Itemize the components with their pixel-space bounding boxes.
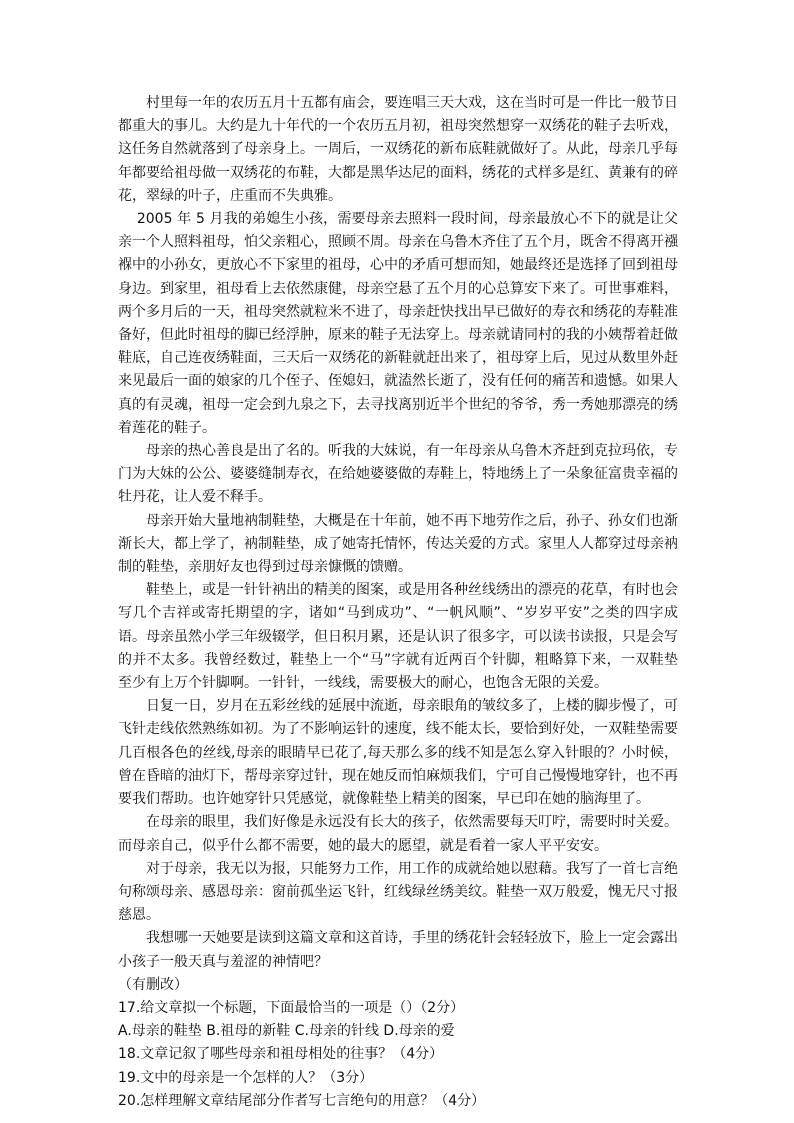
paragraph-grandmother-passing: 2005 年 5 月我的弟媳生小孩，需要母亲去照料一段时间，母亲最放心不下的就是让父亲一个人照料祖母，怕父亲粗心，照顾不周。母亲在乌鲁木齐住了五个月，既舍不得离开襁褓中的小孙女，更放心不下家里的祖母，心中的矛盾可想而知，她最终还是选择了回到祖母身边。到家里，祖母看上去依然康健，母亲空悬了五个月的心总算安下来了。可世事难料，两个多月后的一天，祖母突然就粒米不进了，母亲赶快找出早已做好的寿衣和绣花的寿鞋准备好，但此时祖母的脚已经浮肿，原来的鞋子无法穿上。母亲就请同村的我的小姨帮着赶做鞋底，自己连夜绣鞋面，三天后一双绣花的新鞋就赶出来了，祖母穿上后，见过从数里外赶来见最后一面的娘家的几个侄子、侄媳妇，就溘然长逝了，没有任何的痛苦和遗憾。如果人真的有灵魂，祖母一定会到九泉之下，去寻找离别近半个世纪的爷爷，秀一秀她那漂亮的绣着莲花的鞋子。 xyxy=(118,211,678,436)
paragraph-kind-hearted: 母亲的热心善良是出了名的。听我的大妹说，有一年母亲从乌鲁木齐赶到克拉玛依，专门为大妹的公公、婆婆缝制寿衣，在给她婆婆做的寿鞋上，特地绣上了一朵象征富贵幸福的牡丹花，让人爱不释手。 xyxy=(118,443,678,506)
document-page xyxy=(118,92,678,1113)
question-19: 19.文中的母亲是一个怎样的人？（3分） xyxy=(118,1069,374,1086)
question-18: 18.文章记叙了哪些母亲和祖母相处的往事？（4分） xyxy=(118,1046,444,1063)
paragraph-ending: 我想哪一天她要是读到这篇文章和这首诗，手里的绣花针会轻轻放下，脸上一定会露出小孩子一般天真与羞涩的神情吧？ xyxy=(118,930,678,970)
question-17: 17.给文章拟一个标题，下面最恰当的一项是（）（2分） xyxy=(118,999,465,1016)
paragraph-insoles-start: 母亲开始大量地衲制鞋垫，大概是在十年前，她不再下地劳作之后，孙子、孙女们也渐渐长大，都上学了，衲制鞋垫，成了她寄托情怀，传达关爱的方式。家里人人都穿过母亲衲制的鞋垫，亲朋好友也得到过母亲慷慨的馈赠。 xyxy=(118,512,678,576)
paragraph-threading-needle: 日复一日，岁月在五彩丝线的延展中流逝，母亲眼角的皱纹多了，上楼的脚步慢了，可飞针走线依然熟练如初。为了不影响运针的速度，线不能太长，要恰到好处，一双鞋垫需要几百根各色的丝线,母亲的眼睛早已花了,每天那么多的线不知是怎么穿入针眼的？小时候，曾在昏暗的油灯下，帮母亲穿过针，现在她反而怕麻烦我们，宁可自己慢慢地穿针，也不再要我们帮助。也许她穿针只凭感觉，就像鞋垫上精美的图案，早已印在她的脑海里了。 xyxy=(118,698,678,808)
paragraph-temple-fair: 村里每一年的农历五月十五都有庙会，要连唱三天大戏，这在当时可是一件比一般节日都重大的事儿。大约是九十年代的一个农历五月初，祖母突然想穿一双绣花的鞋子去听戏，这任务自然就落到了母亲身上。一周后，一双绣花的新布底鞋就做好了。从此，母亲几乎每年都要给祖母做一双绣花的布鞋，大都是黑华达尼的面料，绣花的式样多是红、黄兼有的碎花，翠绿的叶子，庄重而不失典雅。 xyxy=(118,95,678,204)
question-17-options: A.母亲的鞋垫 B.祖母的新鞋 C.母亲的针线 D.母亲的爱 xyxy=(118,1023,455,1040)
paragraph-insole-patterns: 鞋垫上，或是一针针衲出的精美的图案，或是用各种丝线绣出的漂亮的花草，有时也会写几个吉祥或寄托期望的字，诸如“马到成功”、“一帆风顺”、“岁岁平安”之类的四字成语。母亲虽然小学三年级辍学，但日积月累，还是认识了很多字，可以读书读报，只是会写的并不太多。我曾经数过，鞋垫上一个“马”字就有近两百个针脚，粗略算下来，一双鞋垫至少有上万个针脚啊。一针针，一线线，需要极大的耐心，也饱含无限的关爱。 xyxy=(118,582,678,692)
paragraph-poem: 对于母亲，我无以为报，只能努力工作，用工作的成就给她以慰藉。我写了一首七言绝句称颂母亲、感恩母亲：窗前孤坐运飞针，红线绿丝绣美纹。鞋垫一双万般爱，愧无尺寸报慈恩。 xyxy=(118,860,678,924)
paragraph-mothers-eyes: 在母亲的眼里，我们好像是永远没有长大的孩子，依然需要每天叮咛，需要时时关爱。而母亲自己，似乎什么都不需要，她的最大的愿望，就是看着一家人平平安安。 xyxy=(118,814,678,854)
abridged-note: （有删改） xyxy=(118,976,188,993)
question-20: 20.怎样理解文章结尾部分作者写七言绝句的用意？（4分） xyxy=(118,1092,486,1109)
